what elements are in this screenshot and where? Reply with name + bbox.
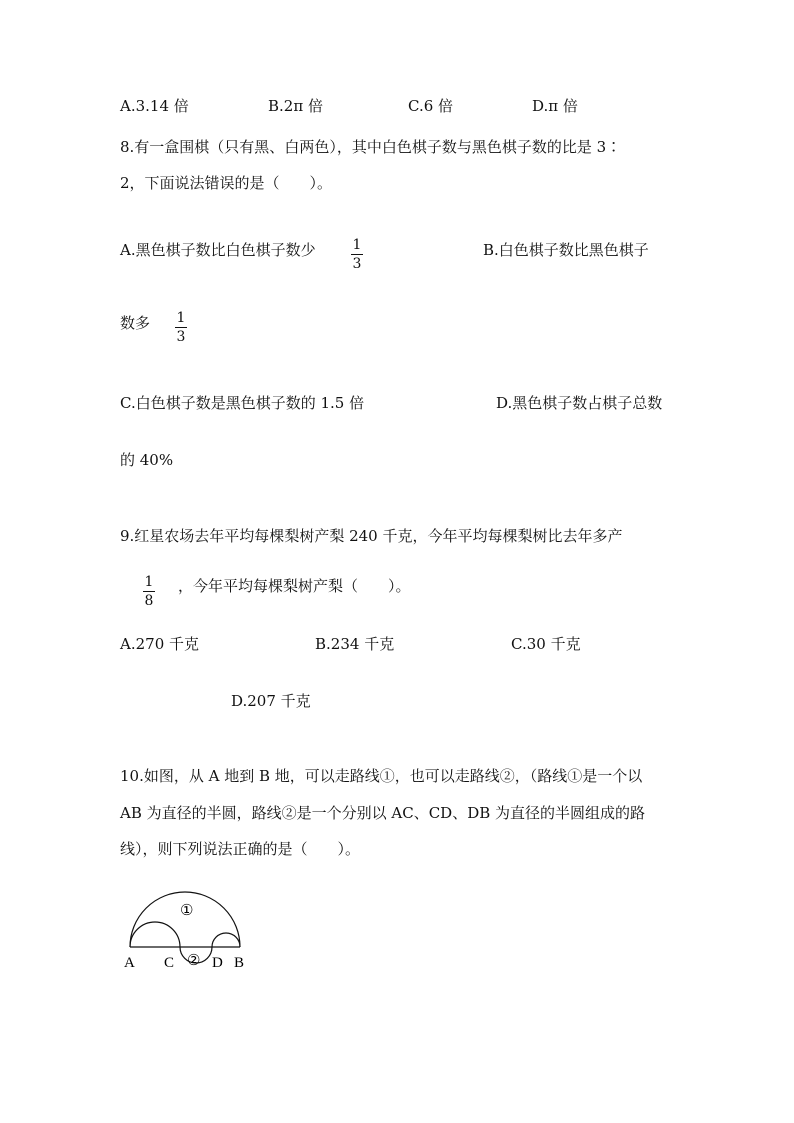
q7-option-a[interactable]: A.3.14 倍 bbox=[120, 97, 189, 115]
fraction-numerator: 1 bbox=[352, 237, 362, 253]
q9-option-c[interactable]: C.30 千克 bbox=[511, 635, 581, 653]
q7-option-d[interactable]: D.π 倍 bbox=[532, 97, 578, 115]
q9-stem-fraction bbox=[143, 575, 155, 608]
route1-arc bbox=[130, 892, 240, 947]
fraction-denominator: 8 bbox=[144, 593, 154, 609]
point-b-label: B bbox=[234, 955, 245, 971]
q10-stem-line2: AB 为直径的半圆，路线②是一个分别以 AC、CD、DB 为直径的半圆组成的路 bbox=[120, 804, 646, 822]
route2-label: ② bbox=[187, 953, 201, 969]
q8-option-b-fraction bbox=[175, 311, 187, 344]
q9-option-b[interactable]: B.234 千克 bbox=[315, 635, 395, 653]
fraction-numerator: 1 bbox=[144, 574, 154, 590]
q8-option-a-fraction bbox=[351, 238, 363, 271]
point-d-label: D bbox=[212, 955, 223, 971]
route1-label: ① bbox=[180, 903, 194, 919]
fraction-denominator: 3 bbox=[352, 256, 362, 272]
q7-option-b[interactable]: B.2π 倍 bbox=[268, 97, 323, 115]
q8-option-a[interactable]: A.黑色棋子数比白色棋子数少 bbox=[120, 241, 316, 259]
q8-option-c[interactable]: C.白色棋子数是黑色棋子数的 1.5 倍 bbox=[120, 394, 365, 412]
q8-option-d[interactable]: D.黑色棋子数占棋子总数 bbox=[496, 394, 663, 412]
q9-option-a[interactable]: A.270 千克 bbox=[120, 635, 199, 653]
q9-stem-line2: ，今年平均每棵梨树产梨（ ）。 bbox=[178, 577, 411, 595]
q10-stem-line3: 线），则下列说法正确的是（ ）。 bbox=[120, 840, 361, 858]
point-a-label: A bbox=[124, 955, 135, 971]
q9-option-d[interactable]: D.207 千克 bbox=[231, 692, 311, 710]
fraction-denominator: 3 bbox=[176, 329, 186, 345]
route2-arc-db bbox=[212, 933, 240, 947]
point-c-label: C bbox=[164, 955, 175, 971]
route2-arc-ac bbox=[130, 922, 180, 947]
q10-route-figure bbox=[110, 885, 260, 975]
q8-option-b-cont: 数多 bbox=[120, 314, 151, 332]
fraction-numerator: 1 bbox=[176, 310, 186, 326]
q10-stem-line1: 10.如图，从 A 地到 B 地，可以走路线①，也可以走路线②，（路线①是一个以 bbox=[120, 767, 643, 785]
q7-option-c[interactable]: C.6 倍 bbox=[408, 97, 454, 115]
q9-stem-line1: 9.红星农场去年平均每棵梨树产梨 240 千克，今年平均每棵梨树比去年多产 bbox=[120, 527, 623, 545]
q8-stem-line1: 8.有一盒围棋（只有黑、白两色），其中白色棋子数与黑色棋子数的比是 3∶ bbox=[120, 138, 622, 156]
q8-stem-line2: 2，下面说法错误的是（ ）。 bbox=[120, 174, 333, 192]
q8-option-b[interactable]: B.白色棋子数比黑色棋子 bbox=[483, 241, 649, 259]
q8-option-d-cont: 的 40% bbox=[120, 451, 174, 469]
